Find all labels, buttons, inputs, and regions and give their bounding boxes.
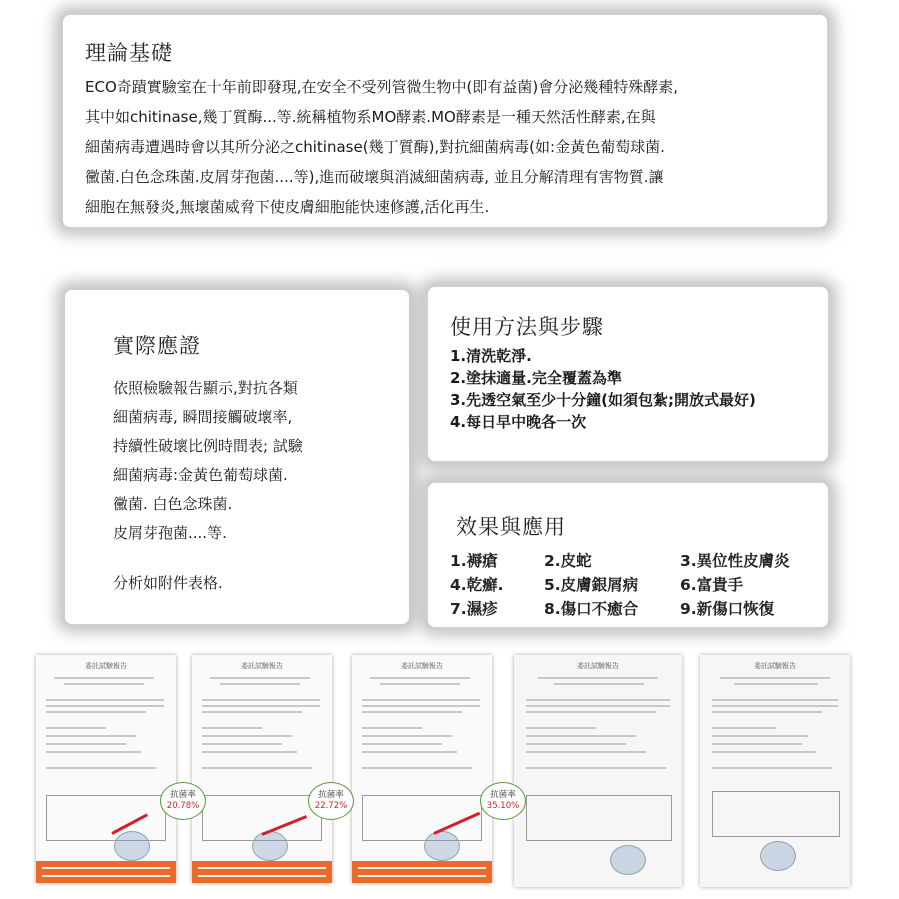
antibacterial-rate-badge <box>480 782 526 820</box>
text-line <box>362 699 480 701</box>
text-line <box>712 699 838 701</box>
text-line <box>202 727 262 729</box>
text-line <box>712 735 808 737</box>
text-line <box>538 677 658 679</box>
text-line <box>202 751 297 753</box>
text-line <box>554 683 644 685</box>
footer-line <box>42 867 170 869</box>
text-line <box>46 735 136 737</box>
report-heading: 委託試驗報告 <box>401 662 443 670</box>
text-line <box>46 727 106 729</box>
text-line <box>46 711 146 713</box>
effect-item: 3.異位性皮膚炎 <box>680 552 790 570</box>
antibacterial-rate-badge <box>308 782 354 820</box>
text-line <box>46 767 156 769</box>
theory-line: 細胞在無發炎,無壞菌威脅下使皮膚細胞能快速修護,活化再生. <box>85 198 490 216</box>
badge-value: 22.72% <box>314 801 348 811</box>
text-line <box>220 683 300 685</box>
text-line <box>64 683 144 685</box>
report-table <box>712 791 840 837</box>
text-line <box>712 743 802 745</box>
text-line <box>362 735 452 737</box>
evidence-text <box>113 374 303 548</box>
text-line <box>46 699 164 701</box>
footer-line <box>198 875 326 877</box>
report-heading: 委託試驗報告 <box>754 662 796 670</box>
report-footer <box>192 861 332 883</box>
text-line <box>712 711 822 713</box>
antibacterial-rate-badge <box>160 782 206 820</box>
theory-line: 細菌病毒遭遇時會以其所分泌之chitinase(幾丁質酶),對抗細菌病毒(如:金黃色葡萄球菌. <box>85 138 665 156</box>
report-heading: 委託試驗報告 <box>577 662 619 670</box>
theory-text <box>85 72 678 222</box>
test-report-1 <box>36 655 176 883</box>
usage-step: 2.塗抹適量.完全覆蓋為準 <box>450 369 622 387</box>
evidence-note: 分析如附件表格. <box>113 574 223 592</box>
usage-step: 1.清洗乾淨. <box>450 347 532 365</box>
badge-label: 抗菌率 <box>170 790 196 800</box>
text-line <box>526 735 636 737</box>
text-line <box>526 705 670 707</box>
usage-steps <box>450 345 756 433</box>
test-report-3 <box>352 655 492 883</box>
stamp-seal <box>610 845 646 875</box>
evidence-panel <box>62 287 412 627</box>
text-line <box>712 751 816 753</box>
evidence-line: 依照檢驗報告顯示,對抗各類 <box>113 379 298 397</box>
effects-panel <box>425 480 831 630</box>
badge-label: 抗菌率 <box>490 790 516 800</box>
effect-item: 5.皮膚銀屑病 <box>544 576 639 594</box>
theory-panel <box>60 12 830 230</box>
text-line <box>202 705 320 707</box>
text-line <box>202 699 320 701</box>
evidence-title: 實際應證 <box>113 334 201 358</box>
report-footer <box>352 861 492 883</box>
effects-row <box>450 573 820 597</box>
effects-row <box>450 549 820 573</box>
text-line <box>362 705 480 707</box>
evidence-line: 細菌病毒:金黃色葡萄球菌. <box>113 466 288 484</box>
effect-item: 8.傷口不癒合 <box>544 600 639 618</box>
effects-title: 效果與應用 <box>456 515 566 539</box>
stamp-seal <box>114 831 150 861</box>
usage-step: 4.每日早中晚各一次 <box>450 413 587 431</box>
badge-label: 抗菌率 <box>318 790 344 800</box>
effect-item: 1.褥瘡 <box>450 552 498 570</box>
report-table <box>46 795 166 841</box>
text-line <box>712 767 832 769</box>
text-line <box>370 677 470 679</box>
effects-row <box>450 597 820 621</box>
text-line <box>526 743 626 745</box>
footer-line <box>358 867 486 869</box>
theory-line: 其中如chitinase,幾丁質酶...等.統稱植物系MO酵素.MO酵素是一種天然活性酵素,在與 <box>85 108 656 126</box>
text-line <box>202 711 302 713</box>
footer-line <box>198 867 326 869</box>
text-line <box>202 767 312 769</box>
text-line <box>712 727 776 729</box>
text-line <box>202 735 292 737</box>
test-report-5 <box>700 655 850 887</box>
text-line <box>202 743 282 745</box>
theory-line: ECO奇蹟實驗室在十年前即發現,在安全不受列管微生物中(即有益菌)會分泌幾種特殊酵素, <box>85 78 679 96</box>
effect-item: 9.新傷口恢復 <box>680 600 775 618</box>
text-line <box>210 677 310 679</box>
usage-panel <box>425 284 831 464</box>
evidence-line: 皮屑芽孢菌....等. <box>113 524 227 542</box>
footer-line <box>42 875 170 877</box>
text-line <box>362 711 462 713</box>
report-footer <box>36 861 176 883</box>
theory-line: 黴菌.白色念珠菌.皮屑芽孢菌....等),進而破壞與消滅細菌病毒, 並且分解清理有害物質.讓 <box>85 168 664 186</box>
footer-line <box>358 875 486 877</box>
effects-grid <box>450 549 820 621</box>
theory-title: 理論基礎 <box>85 41 173 65</box>
text-line <box>46 743 126 745</box>
usage-step: 3.先透空氣至少十分鐘(如須包紮;開放式最好) <box>450 391 756 409</box>
text-line <box>526 727 596 729</box>
text-line <box>362 743 442 745</box>
usage-title: 使用方法與步驟 <box>450 315 604 339</box>
text-line <box>46 705 164 707</box>
effect-item: 4.乾癬. <box>450 576 504 594</box>
text-line <box>526 767 666 769</box>
text-line <box>720 677 830 679</box>
report-heading: 委託試驗報告 <box>85 662 127 670</box>
stamp-seal <box>424 831 460 861</box>
text-line <box>362 751 457 753</box>
text-line <box>734 683 818 685</box>
report-heading: 委託試驗報告 <box>241 662 283 670</box>
text-line <box>362 767 472 769</box>
evidence-line: 持續性破壞比例時間表; 試驗 <box>113 437 303 455</box>
effect-item: 7.濕疹 <box>450 600 498 618</box>
text-line <box>526 711 656 713</box>
text-line <box>46 751 141 753</box>
effect-item: 2.皮蛇 <box>544 552 592 570</box>
text-line <box>526 699 670 701</box>
test-report-4 <box>514 655 682 887</box>
text-line <box>380 683 460 685</box>
report-table <box>526 795 672 841</box>
text-line <box>362 727 422 729</box>
effect-item: 6.富貴手 <box>680 576 744 594</box>
evidence-line: 黴菌. 白色念珠菌. <box>113 495 233 513</box>
evidence-line: 細菌病毒, 瞬間接觸破壞率, <box>113 408 293 426</box>
text-line <box>526 751 646 753</box>
badge-value: 35.10% <box>486 801 520 811</box>
text-line <box>54 677 154 679</box>
badge-value: 20.78% <box>166 801 200 811</box>
stamp-seal <box>252 831 288 861</box>
test-report-2 <box>192 655 332 883</box>
text-line <box>712 705 838 707</box>
stamp-seal <box>760 841 796 871</box>
